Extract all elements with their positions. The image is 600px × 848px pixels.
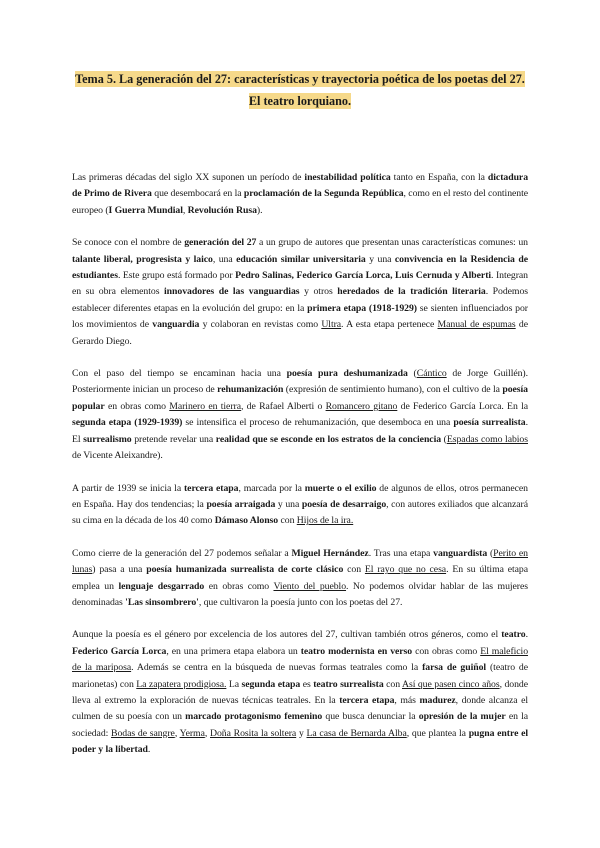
bold-text: tercera etapa: [339, 694, 395, 706]
text-run: (expresión de sentimiento humano), con el cultivo de la: [283, 384, 503, 396]
bold-text: I Guerra Mundial: [108, 204, 183, 216]
bold-text: inestabilidad política: [304, 172, 391, 183]
text-run: , donde lleva al extremo la exploración de nuevas técnicas teatrales. En la: [72, 678, 529, 706]
text-run: se sienten influenciados por los movimientos de: [72, 302, 528, 331]
underlined-title: Ultra: [321, 319, 342, 331]
bold-text: farsa de guiñol: [422, 662, 487, 674]
text-run: ).: [256, 204, 263, 216]
bold-text: pugna entre el poder y la libertad: [72, 727, 529, 756]
text-run: , donde alcanza el culmen de su poesía con un: [72, 694, 528, 723]
text-run: , que cultivaron la poesía junto con los poetas del 27.: [198, 596, 403, 608]
bold-text: vanguardista: [433, 547, 488, 559]
bold-text: segunda etapa (1929-1939): [72, 417, 183, 429]
document-title: Tema 5. La generación del 27: características y trayectoria poética de los poetas del 27. El teatro lorquiano.: [75, 72, 525, 108]
underlined-title: Espadas como labios: [446, 433, 528, 445]
text-run: , más: [394, 694, 420, 706]
text-run: que desembocará en la: [151, 188, 244, 200]
bold-text: heredados de la tradición literaria: [337, 286, 486, 298]
text-run: Se conoce con el nombre de: [72, 237, 185, 249]
bold-text: marcado protagonismo femenino: [185, 711, 323, 723]
bold-text: Miguel Hernández: [291, 547, 369, 559]
underlined-title: Romancero gitano: [325, 400, 398, 412]
text-run: con: [343, 564, 365, 576]
text-run: , marcada por la: [238, 482, 305, 494]
text-run: en obras como: [104, 400, 170, 412]
bold-text: Federico García Lorca: [72, 645, 167, 657]
bold-text: poesía humanizada surrealista de corte clásico: [146, 564, 344, 576]
text-run: (teatro de marionetas) con: [72, 662, 529, 690]
text-run: La: [226, 678, 242, 690]
text-run: y una: [365, 253, 395, 265]
bold-text: teatro surrealista: [313, 678, 384, 690]
underlined-title: Bodas de sangre: [111, 727, 175, 739]
bold-text: proclamación de la Segunda República: [243, 188, 404, 200]
bold-text: muerte o el exilio: [304, 482, 377, 494]
text-run: . Este grupo está formado por: [117, 270, 236, 282]
bold-text: Dámaso Alonso: [214, 515, 279, 527]
text-run: que busca denunciar la: [322, 711, 419, 723]
underlined-title: Cántico: [416, 368, 447, 380]
bold-text: opresión de la mujer: [418, 711, 506, 723]
text-run: A partir de 1939 se inicia la: [72, 482, 184, 494]
text-run: . En su última etapa emplea un: [72, 564, 529, 592]
document-body: [72, 170, 528, 759]
bold-text: convivencia en la Residencia de estudiantes: [72, 253, 528, 282]
bold-text: tercera etapa: [183, 482, 239, 494]
text-run: en obras como: [204, 580, 274, 592]
text-run: Aunque la poesía es el género por excelencia de los autores del 27, cultivan también otros géneros, como el: [72, 629, 502, 641]
text-run: , de Rafael Alberti o: [240, 400, 326, 412]
bold-text: vanguardia: [152, 319, 200, 331]
underlined-title: Hijos de la ira.: [296, 515, 354, 527]
paragraph: [72, 235, 528, 350]
bold-text: surrealismo: [83, 433, 132, 445]
text-run: se intensifica el proceso de rehumanización, que desemboca en una: [182, 417, 454, 429]
bold-text: Pedro Salinas, Federico García Lorca, Luis Cernuda y Alberti: [235, 270, 492, 282]
underlined-title: La zapatera prodigiosa.: [136, 678, 227, 690]
bold-text: Revolución Rusa: [187, 204, 257, 216]
bold-text: rehumanización: [217, 384, 284, 396]
bold-text: generación del 27: [184, 237, 257, 249]
text-run: . Además se centra en la búsqueda de nuevas formas teatrales como la: [131, 662, 423, 674]
text-run: en la sociedad:: [72, 711, 529, 739]
underlined-title: Doña Rosita la soltera: [210, 727, 297, 739]
text-run: de algunos de ellos, otros permanecen en España. Hay dos tendencias; la: [72, 482, 528, 510]
text-run: de Vicente Aleixandre).: [72, 450, 163, 462]
text-run: , una: [212, 253, 237, 265]
text-run: , con autores exiliados que alcanzará su cima en la década de los 40 como: [72, 498, 528, 527]
bold-text: poesía surrealista: [453, 417, 526, 429]
text-run: con: [383, 678, 402, 690]
bold-text: teatro: [501, 629, 526, 641]
bold-text: educación similar universitaria: [236, 253, 366, 265]
text-run: Con el paso del tiempo se encaminan hacia una: [72, 368, 287, 380]
text-run: ,: [174, 727, 180, 739]
text-run: (: [407, 368, 417, 380]
text-run: . No podemos olvidar hablar de las mujeres denominadas: [72, 580, 528, 608]
bold-text: talante liberal, progresista y laico: [72, 253, 213, 265]
text-run: (: [487, 547, 494, 559]
paragraph: [72, 627, 528, 758]
text-run: pretende revelar una: [131, 433, 216, 445]
text-run: de Gerardo Diego.: [72, 319, 528, 347]
text-run: .: [525, 629, 528, 641]
text-run: . Tras una etapa: [368, 547, 434, 559]
paragraph: [72, 366, 528, 464]
text-run: , en una primera etapa elabora un: [166, 645, 301, 657]
text-run: ,: [182, 204, 188, 216]
text-run: ) pasa a una: [92, 564, 147, 576]
text-run: . A esta etapa pertenece: [341, 319, 438, 331]
bold-text: teatro modernista en verso: [300, 645, 413, 657]
bold-text: lenguaje desgarrado: [118, 580, 205, 592]
underlined-title: Así que pasen cinco años: [402, 678, 500, 690]
text-run: . Podemos establecer diferentes etapas en la evolución del grupo: en la: [72, 286, 529, 314]
text-run: y: [296, 727, 307, 739]
text-run: con obras como: [412, 645, 481, 657]
text-run: de Jorge Guillén). Posteriormente inician un proceso de: [72, 368, 529, 396]
underlined-title: Perito en lunas: [72, 547, 528, 576]
text-run: (: [441, 433, 447, 445]
text-run: y colaboran en revistas como: [199, 319, 322, 331]
text-run: y una: [275, 498, 302, 510]
underlined-title: Manual de espumas: [437, 319, 516, 331]
bold-text: poesía popular: [72, 384, 528, 412]
bold-text: poesía arraigada: [206, 498, 276, 510]
text-run: , como en el resto del continente europeo (: [72, 188, 529, 216]
bold-text: 'Las sinsombrero': [125, 596, 199, 608]
bold-text: dictadura de Primo de Rivera: [72, 172, 529, 200]
text-run: de Federico García Lorca. En la: [397, 400, 528, 412]
title-block: [72, 68, 528, 112]
underlined-title: Yerma: [179, 727, 205, 739]
underlined-title: El rayo que no cesa: [364, 564, 447, 576]
underlined-title: Viento del pueblo: [273, 580, 347, 592]
bold-text: segunda etapa: [241, 678, 301, 690]
bold-text: poesía de desarraigo: [301, 498, 387, 510]
text-run: . Integran en su obra elementos: [72, 270, 528, 298]
text-run: tanto en España, con la: [390, 172, 488, 183]
underlined-title: Marinero en tierra: [169, 400, 241, 412]
bold-text: madurez: [419, 694, 456, 706]
text-run: es: [300, 678, 314, 690]
text-run: .: [147, 744, 151, 756]
text-run: ,: [204, 727, 210, 739]
bold-text: primera etapa (1918-1929): [307, 302, 417, 314]
underlined-title: El maleficio de la mariposa: [72, 645, 529, 674]
bold-text: innovadores de las vanguardias: [164, 286, 300, 298]
text-run: a un grupo de autores que presentan unas características comunes: un: [256, 237, 528, 249]
paragraph: [72, 481, 528, 530]
paragraph: [72, 170, 528, 219]
text-run: . El: [72, 417, 529, 445]
paragraph: [72, 546, 528, 612]
text-run: , que plantea la: [406, 727, 469, 739]
text-run: y otros: [299, 286, 338, 298]
text-run: Como cierre de la generación del 27 podemos señalar a: [72, 547, 292, 559]
text-run: con: [278, 515, 297, 527]
text-run: Las primeras décadas del siglo XX suponen un período de: [72, 172, 305, 183]
underlined-title: La casa de Bernarda Alba: [306, 727, 407, 739]
bold-text: realidad que se esconde en los estratos de la conciencia: [215, 433, 442, 445]
bold-text: poesía pura deshumanizada: [286, 368, 408, 380]
